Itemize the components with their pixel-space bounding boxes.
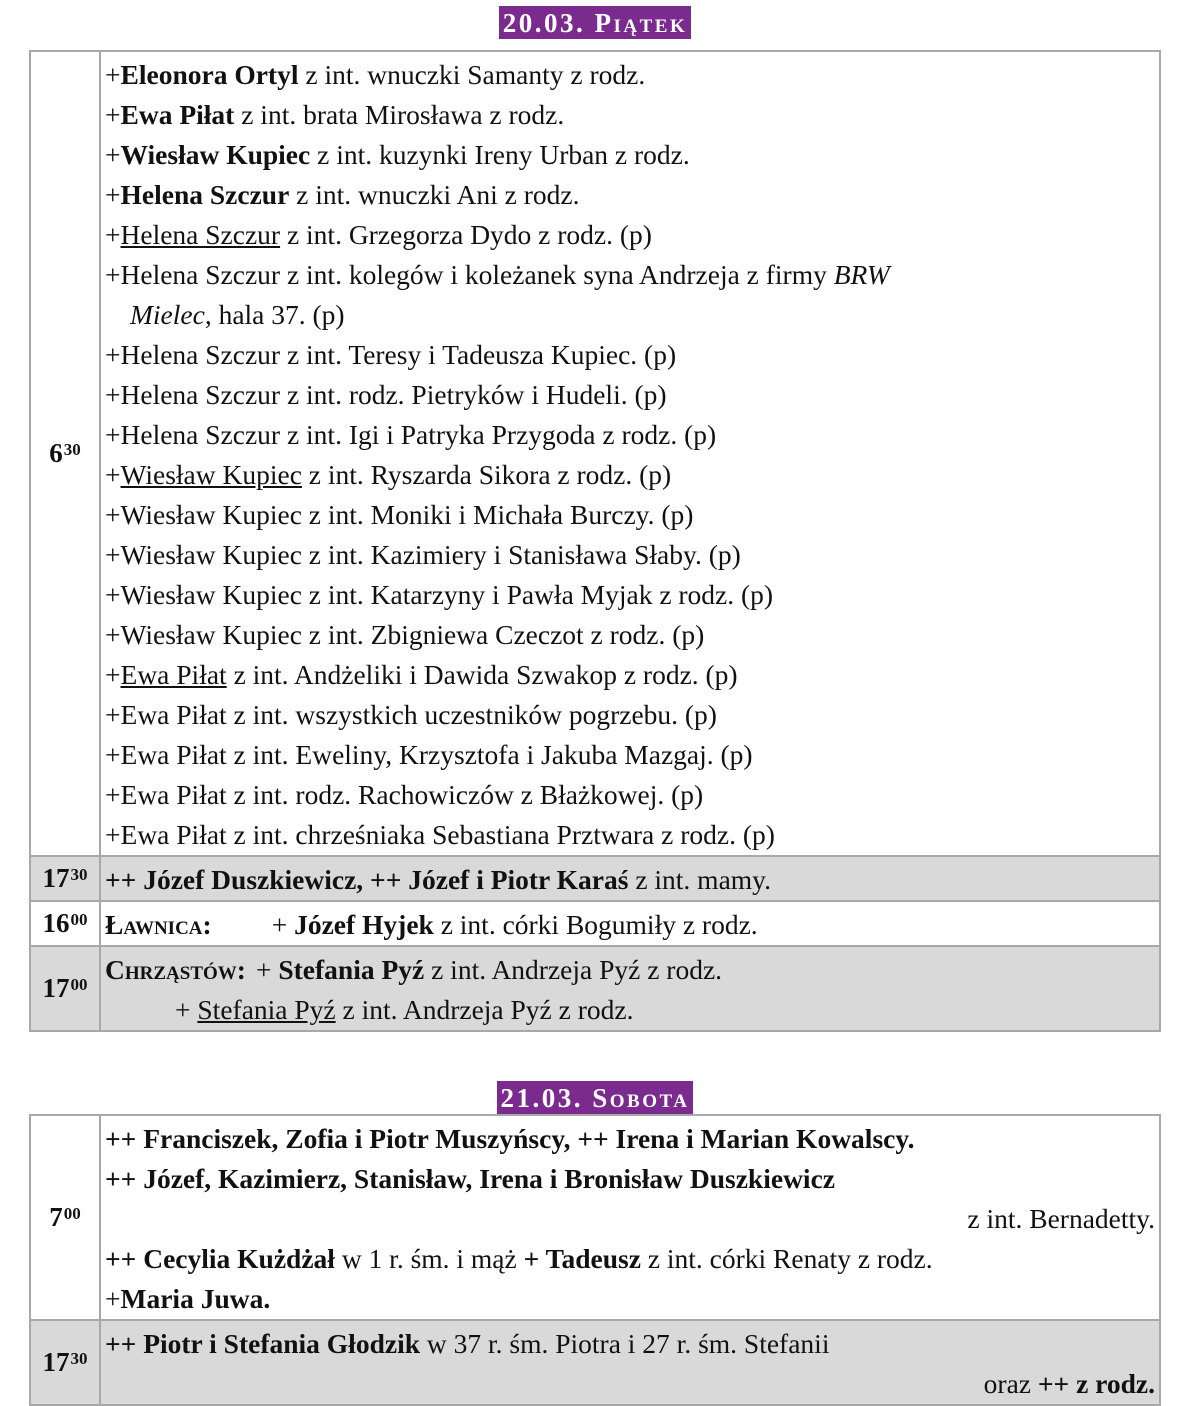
friday-schedule-table — [29, 50, 1161, 1032]
mass-slot-1730 — [30, 856, 1160, 901]
intention-line-continuation: oraz ++ z rodz. — [983, 1368, 1155, 1399]
intention-line: ++ Cecylia Kużdżał w 1 r. śm. i mąż + Tadeusz z int. córki Renaty z rodz. — [105, 1243, 933, 1274]
day-header-saturday — [0, 1062, 1190, 1114]
intention-line: +Ewa Piłat z int. wszystkich uczestników pogrzebu. (p) — [105, 699, 717, 730]
intention-line: Chrząstów: + Stefania Pyź z int. Andrzeja Pyź z rodz. — [105, 954, 723, 985]
mass-slot-1730 — [30, 1320, 1160, 1405]
intention-line: +Helena Szczur z int. Igi i Patryka Przygoda z rodz. (p) — [105, 419, 717, 450]
place-label: Chrząstów: — [105, 954, 246, 985]
intention-line: +Ewa Piłat z int. Andżeliki i Dawida Szwakop z rodz. (p) — [105, 659, 738, 690]
intention-line: +Ewa Piłat z int. rodz. Rachowiczów z Błażkowej. (p) — [105, 779, 704, 810]
intention-line: +Helena Szczur z int. Grzegorza Dydo z rodz. (p) — [105, 219, 652, 250]
intention-line: +Helena Szczur z int. rodz. Pietryków i Hudeli. (p) — [105, 379, 667, 410]
intention-line: ++ Piotr i Stefania Głodzik w 37 r. śm. Piotra i 27 r. śm. Stefanii — [105, 1328, 830, 1359]
intention-line: + Stefania Pyź z int. Andrzeja Pyź z rodz. — [175, 994, 634, 1025]
mass-time: $17^{30}$ — [30, 856, 100, 901]
intention-line: +Maria Juwa. — [105, 1283, 271, 1314]
intention-line: +Wiesław Kupiec z int. Kazimiery i Stanisława Słaby. (p) — [105, 539, 741, 570]
intention-line: +Wiesław Kupiec z int. Katarzyny i Pawła Myjak z rodz. (p) — [105, 579, 774, 610]
saturday-schedule-table — [29, 1114, 1161, 1406]
mass-intentions — [100, 51, 1160, 856]
mass-slot-1700 — [30, 946, 1160, 1031]
intention-line: +Ewa Piłat z int. Eweliny, Krzysztofa i Jakuba Mazgaj. (p) — [105, 739, 753, 770]
day-header-friday — [0, 0, 1190, 50]
intention-line: +Helena Szczur z int. wnuczki Ani z rodz. — [105, 179, 580, 210]
intention-line: +Wiesław Kupiec z int. Zbigniewa Czeczot z rodz. (p) — [105, 619, 705, 650]
intention-line: ++ Józef Duszkiewicz, ++ Józef i Piotr Karaś z int. mamy. — [105, 864, 771, 895]
mass-slot-1600 — [30, 901, 1160, 946]
mass-time: $17^{30}$ — [30, 1320, 100, 1405]
place-label: Ławnica: — [105, 909, 212, 940]
intention-line: +Ewa Piłat z int. brata Mirosława z rodz. — [105, 99, 565, 130]
mass-time: $7^{00}$ — [30, 1115, 100, 1320]
intention-line: +Helena Szczur z int. kolegów i koleżanek syna Andrzeja z firmy BRW — [105, 259, 890, 290]
intention-line: +Wiesław Kupiec z int. Moniki i Michała Burczy. (p) — [105, 499, 694, 530]
mass-time: $16^{00}$ — [30, 901, 100, 946]
intention-line-continuation: z int. Bernadetty. — [967, 1203, 1155, 1234]
mass-intentions — [100, 946, 1160, 1031]
mass-intentions — [100, 1115, 1160, 1320]
day-title: 20.03. Piątek — [499, 6, 691, 39]
mass-intentions — [100, 901, 1160, 946]
intention-line: +Wiesław Kupiec z int. kuzynki Ireny Urban z rodz. — [105, 139, 690, 170]
intention-line: +Eleonora Ortyl z int. wnuczki Samanty z rodz. — [105, 59, 646, 90]
mass-slot-0630 — [30, 51, 1160, 856]
intention-line: +Helena Szczur z int. Teresy i Tadeusza Kupiec. (p) — [105, 339, 677, 370]
day-title: 21.03. Sobota — [497, 1081, 694, 1114]
intention-line-continuation: Mielec, hala 37. (p) — [130, 299, 345, 330]
mass-intentions — [100, 856, 1160, 901]
intention-line: ++ Józef, Kazimierz, Stanisław, Irena i Bronisław Duszkiewicz — [105, 1163, 835, 1194]
intention-line: +Ewa Piłat z int. chrześniaka Sebastiana Prztwara z rodz. (p) — [105, 819, 775, 850]
intention-line: Ławnica: + Józef Hyjek z int. córki Bogumiły z rodz. — [105, 909, 758, 940]
intention-line: +Wiesław Kupiec z int. Ryszarda Sikora z rodz. (p) — [105, 459, 672, 490]
intention-line: ++ Franciszek, Zofia i Piotr Muszyńscy, ++ Irena i Marian Kowalscy. — [105, 1123, 915, 1154]
mass-time: $17^{00}$ — [30, 946, 100, 1031]
mass-time: $6^{30}$ — [30, 51, 100, 856]
mass-intentions — [100, 1320, 1160, 1405]
mass-slot-0700 — [30, 1115, 1160, 1320]
